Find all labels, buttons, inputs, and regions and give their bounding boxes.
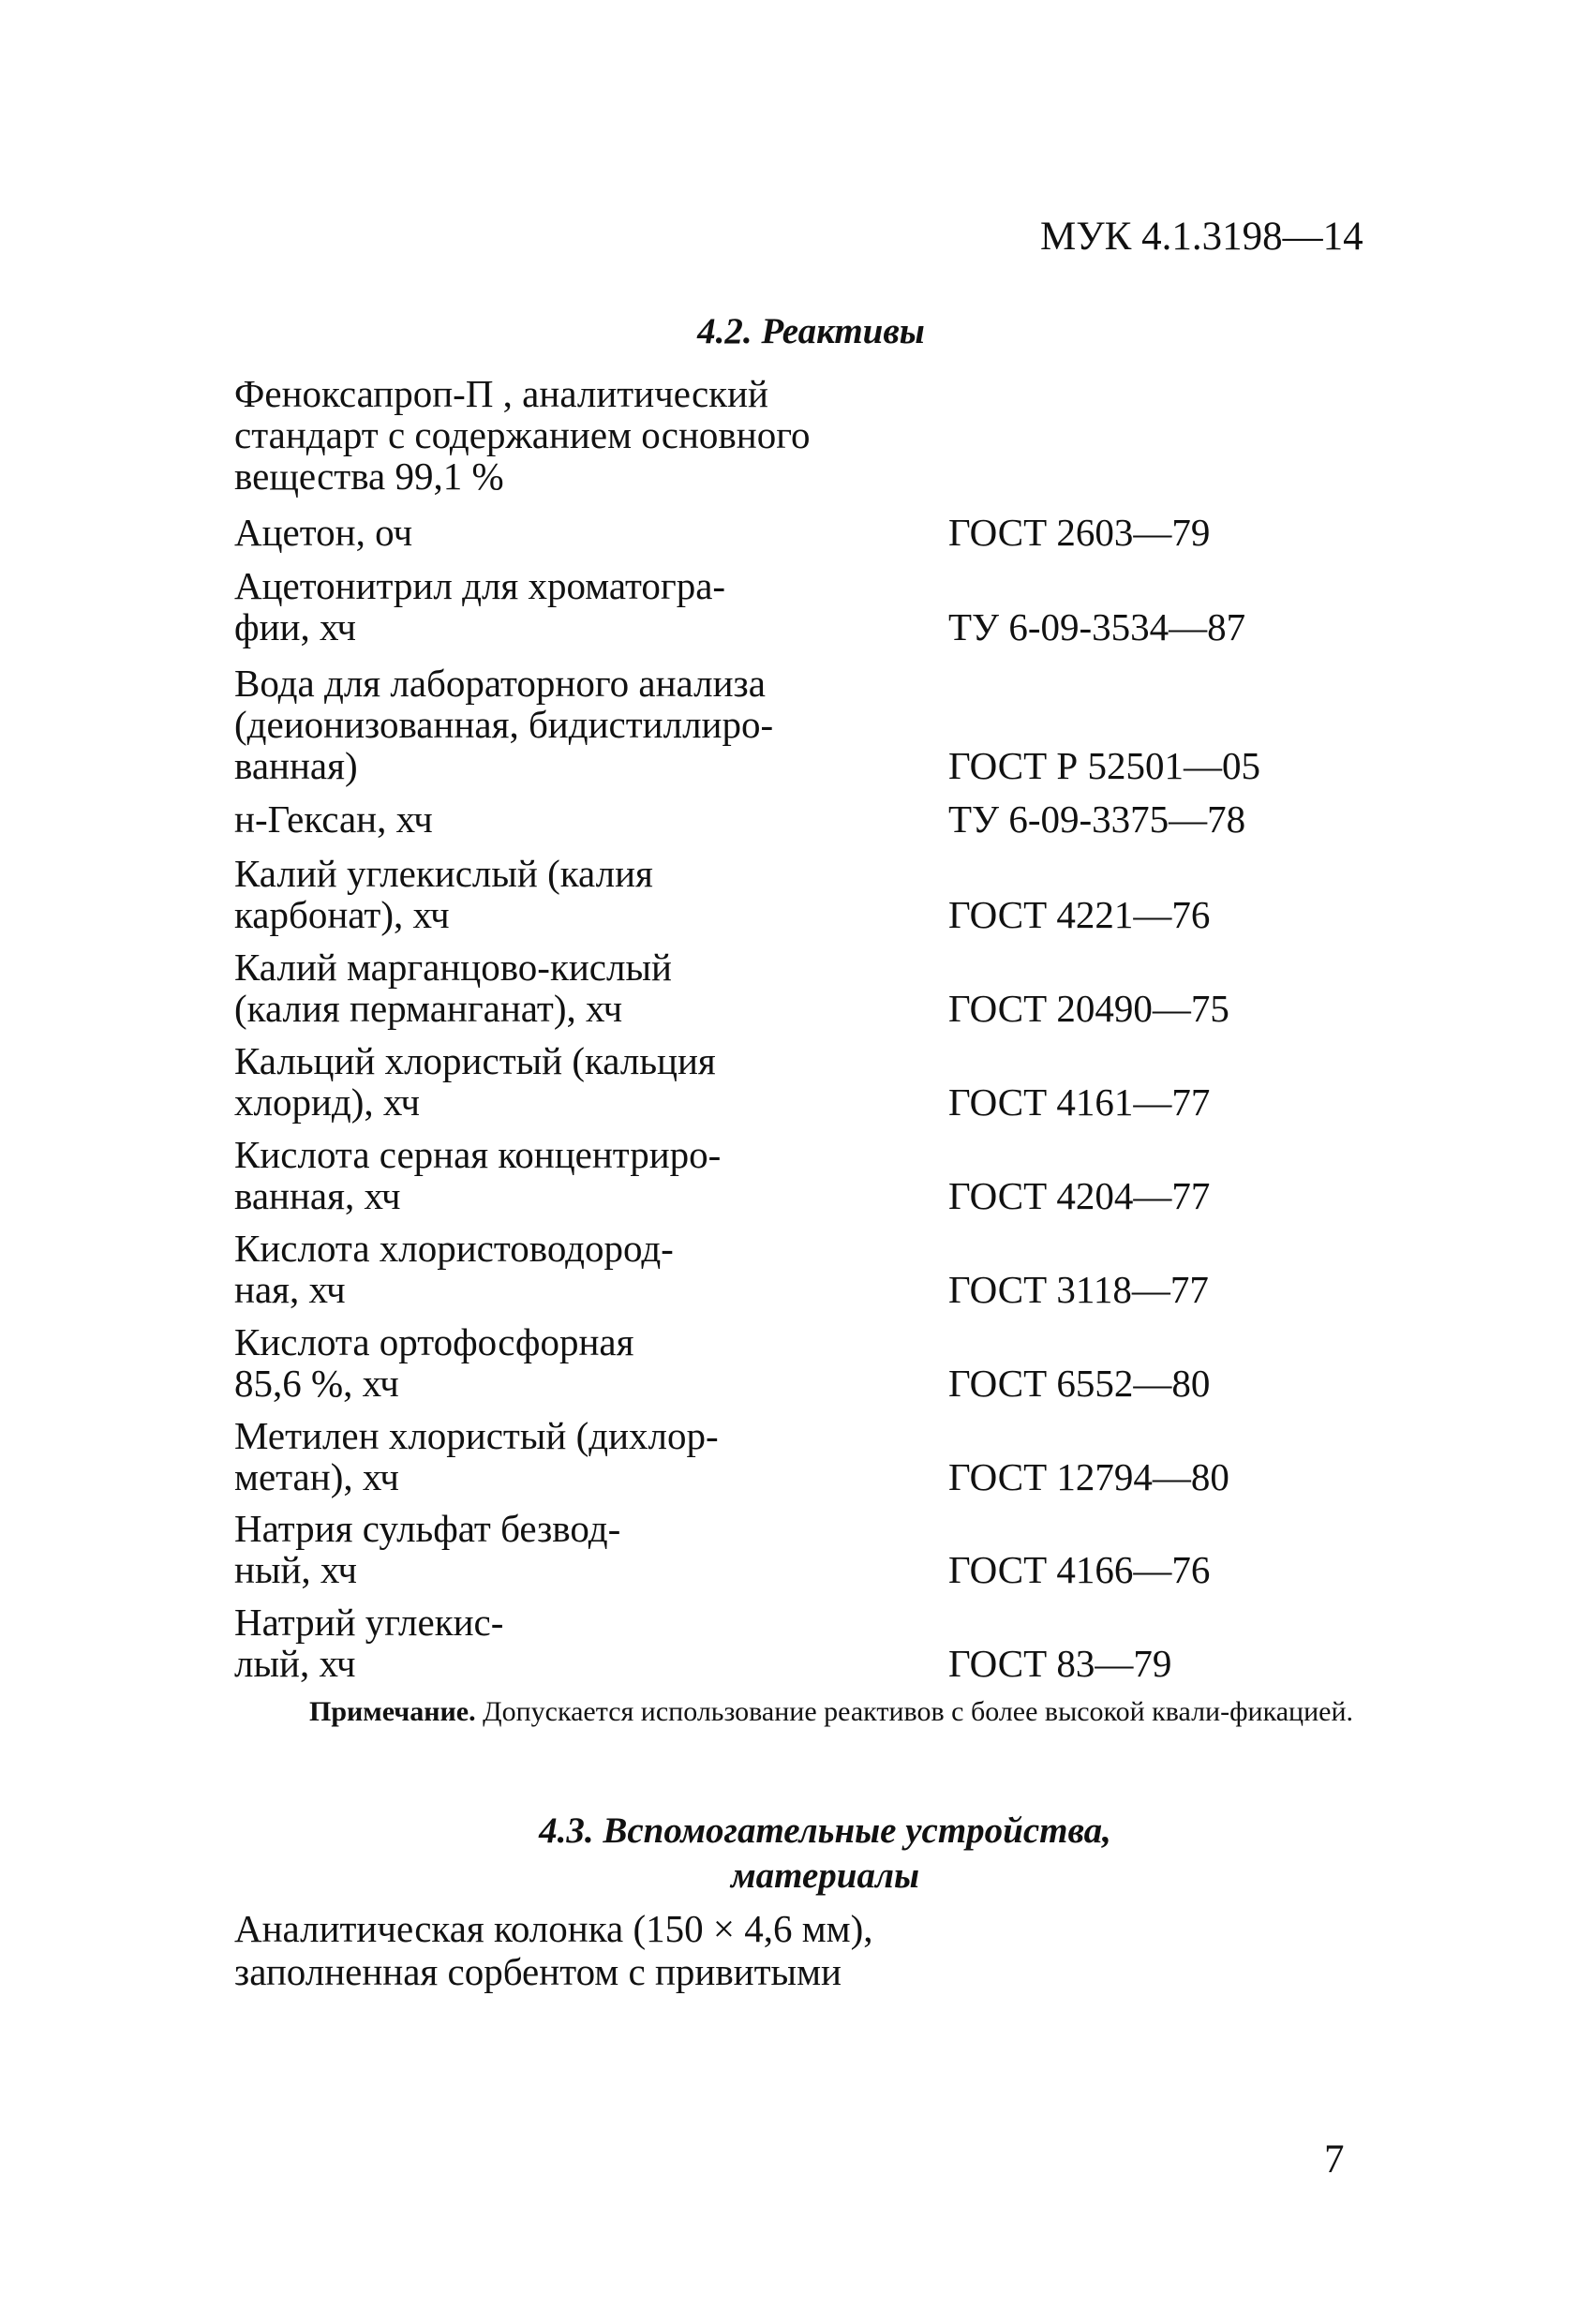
reagent-name: Метилен хлористый (дихлор- метан), хч [234, 1414, 719, 1498]
note-paragraph [234, 1694, 1378, 1730]
reagent-standard: ГОСТ 6552—80 [948, 1362, 1211, 1405]
section-heading-auxiliary-devices: 4.3. Вспомогательные устройства, материалы [539, 1810, 1111, 1896]
reagent-row [234, 1317, 1340, 1404]
reagent-standard: ГОСТ Р 52501—05 [948, 744, 1260, 787]
reagent-row [234, 848, 1340, 935]
reagent-standard: ТУ 6-09-3534—87 [948, 605, 1246, 648]
reagent-standard: ГОСТ 2603—79 [948, 511, 1211, 554]
reagent-name: Ацетон, оч [234, 511, 413, 554]
reagent-name: Вода для лабораторного анализа (деионизованная, бидистиллиро- ванная) [234, 662, 774, 787]
reagent-standard: ГОСТ 20490—75 [948, 987, 1229, 1030]
note-text: Допускается использование реактивов с более высокой квали-фикацией. [475, 1696, 1354, 1727]
reagent-name: Ацетонитрил для хроматогра- фии, хч [234, 564, 726, 648]
reagent-standard: ГОСТ 4221—76 [948, 893, 1211, 936]
reagent-standard: ГОСТ 83—79 [948, 1642, 1172, 1685]
note-label: Примечание. [309, 1696, 476, 1727]
page-number: 7 [1324, 2138, 1345, 2182]
reagent-standard: ГОСТ 4204—77 [948, 1174, 1211, 1217]
reagent-standard: ГОСТ 12794—80 [948, 1455, 1229, 1498]
reagent-row [234, 1223, 1340, 1310]
reagent-standard: ГОСТ 4166—76 [948, 1548, 1211, 1591]
reagent-row [234, 1035, 1340, 1123]
reagent-name: н-Гексан, хч [234, 797, 433, 841]
section-heading-reagents: 4.2. Реактивы [697, 311, 925, 351]
reagent-row [234, 1503, 1340, 1590]
reagent-row [234, 1597, 1340, 1684]
reagent-name: Кислота серная концентриро- ванная, хч [234, 1133, 722, 1217]
auxiliary-devices-text: Аналитическая колонка (150 × 4,6 мм), заполненная сорбентом с привитыми [234, 1907, 873, 1993]
reagent-row [234, 943, 1340, 1029]
reagent-standard: ТУ 6-09-3375—78 [948, 797, 1246, 841]
reagent-row [234, 370, 1340, 497]
document-code: МУК 4.1.3198—14 [1040, 215, 1363, 259]
reagent-name: Феноксапроп-П , аналитический стандарт с содержанием основного вещества 99,1 % [234, 372, 811, 498]
reagent-row [234, 506, 1340, 553]
reagent-row [234, 795, 1340, 840]
reagent-row [234, 1410, 1340, 1497]
reagent-name: Кислота ортофосфорная 85,6 %, хч [234, 1320, 634, 1405]
reagent-standard: ГОСТ 3118—77 [948, 1268, 1209, 1311]
reagent-name: Натрий углекис- лый, хч [234, 1601, 504, 1685]
reagent-row [234, 661, 1340, 786]
reagent-name: Натрия сульфат безвод- ный, хч [234, 1507, 621, 1591]
reagent-name: Кислота хлористоводород- ная, хч [234, 1227, 674, 1311]
reagent-name: Калий марганцово-кислый (калия перманганат), хч [234, 946, 672, 1030]
reagent-name: Кальций хлористый (кальция хлорид), хч [234, 1039, 716, 1124]
reagent-row [234, 1129, 1340, 1216]
reagent-standard: ГОСТ 4161—77 [948, 1080, 1211, 1124]
reagent-row [234, 562, 1340, 648]
reagent-name: Калий углекислый (калия карбонат), хч [234, 852, 653, 936]
